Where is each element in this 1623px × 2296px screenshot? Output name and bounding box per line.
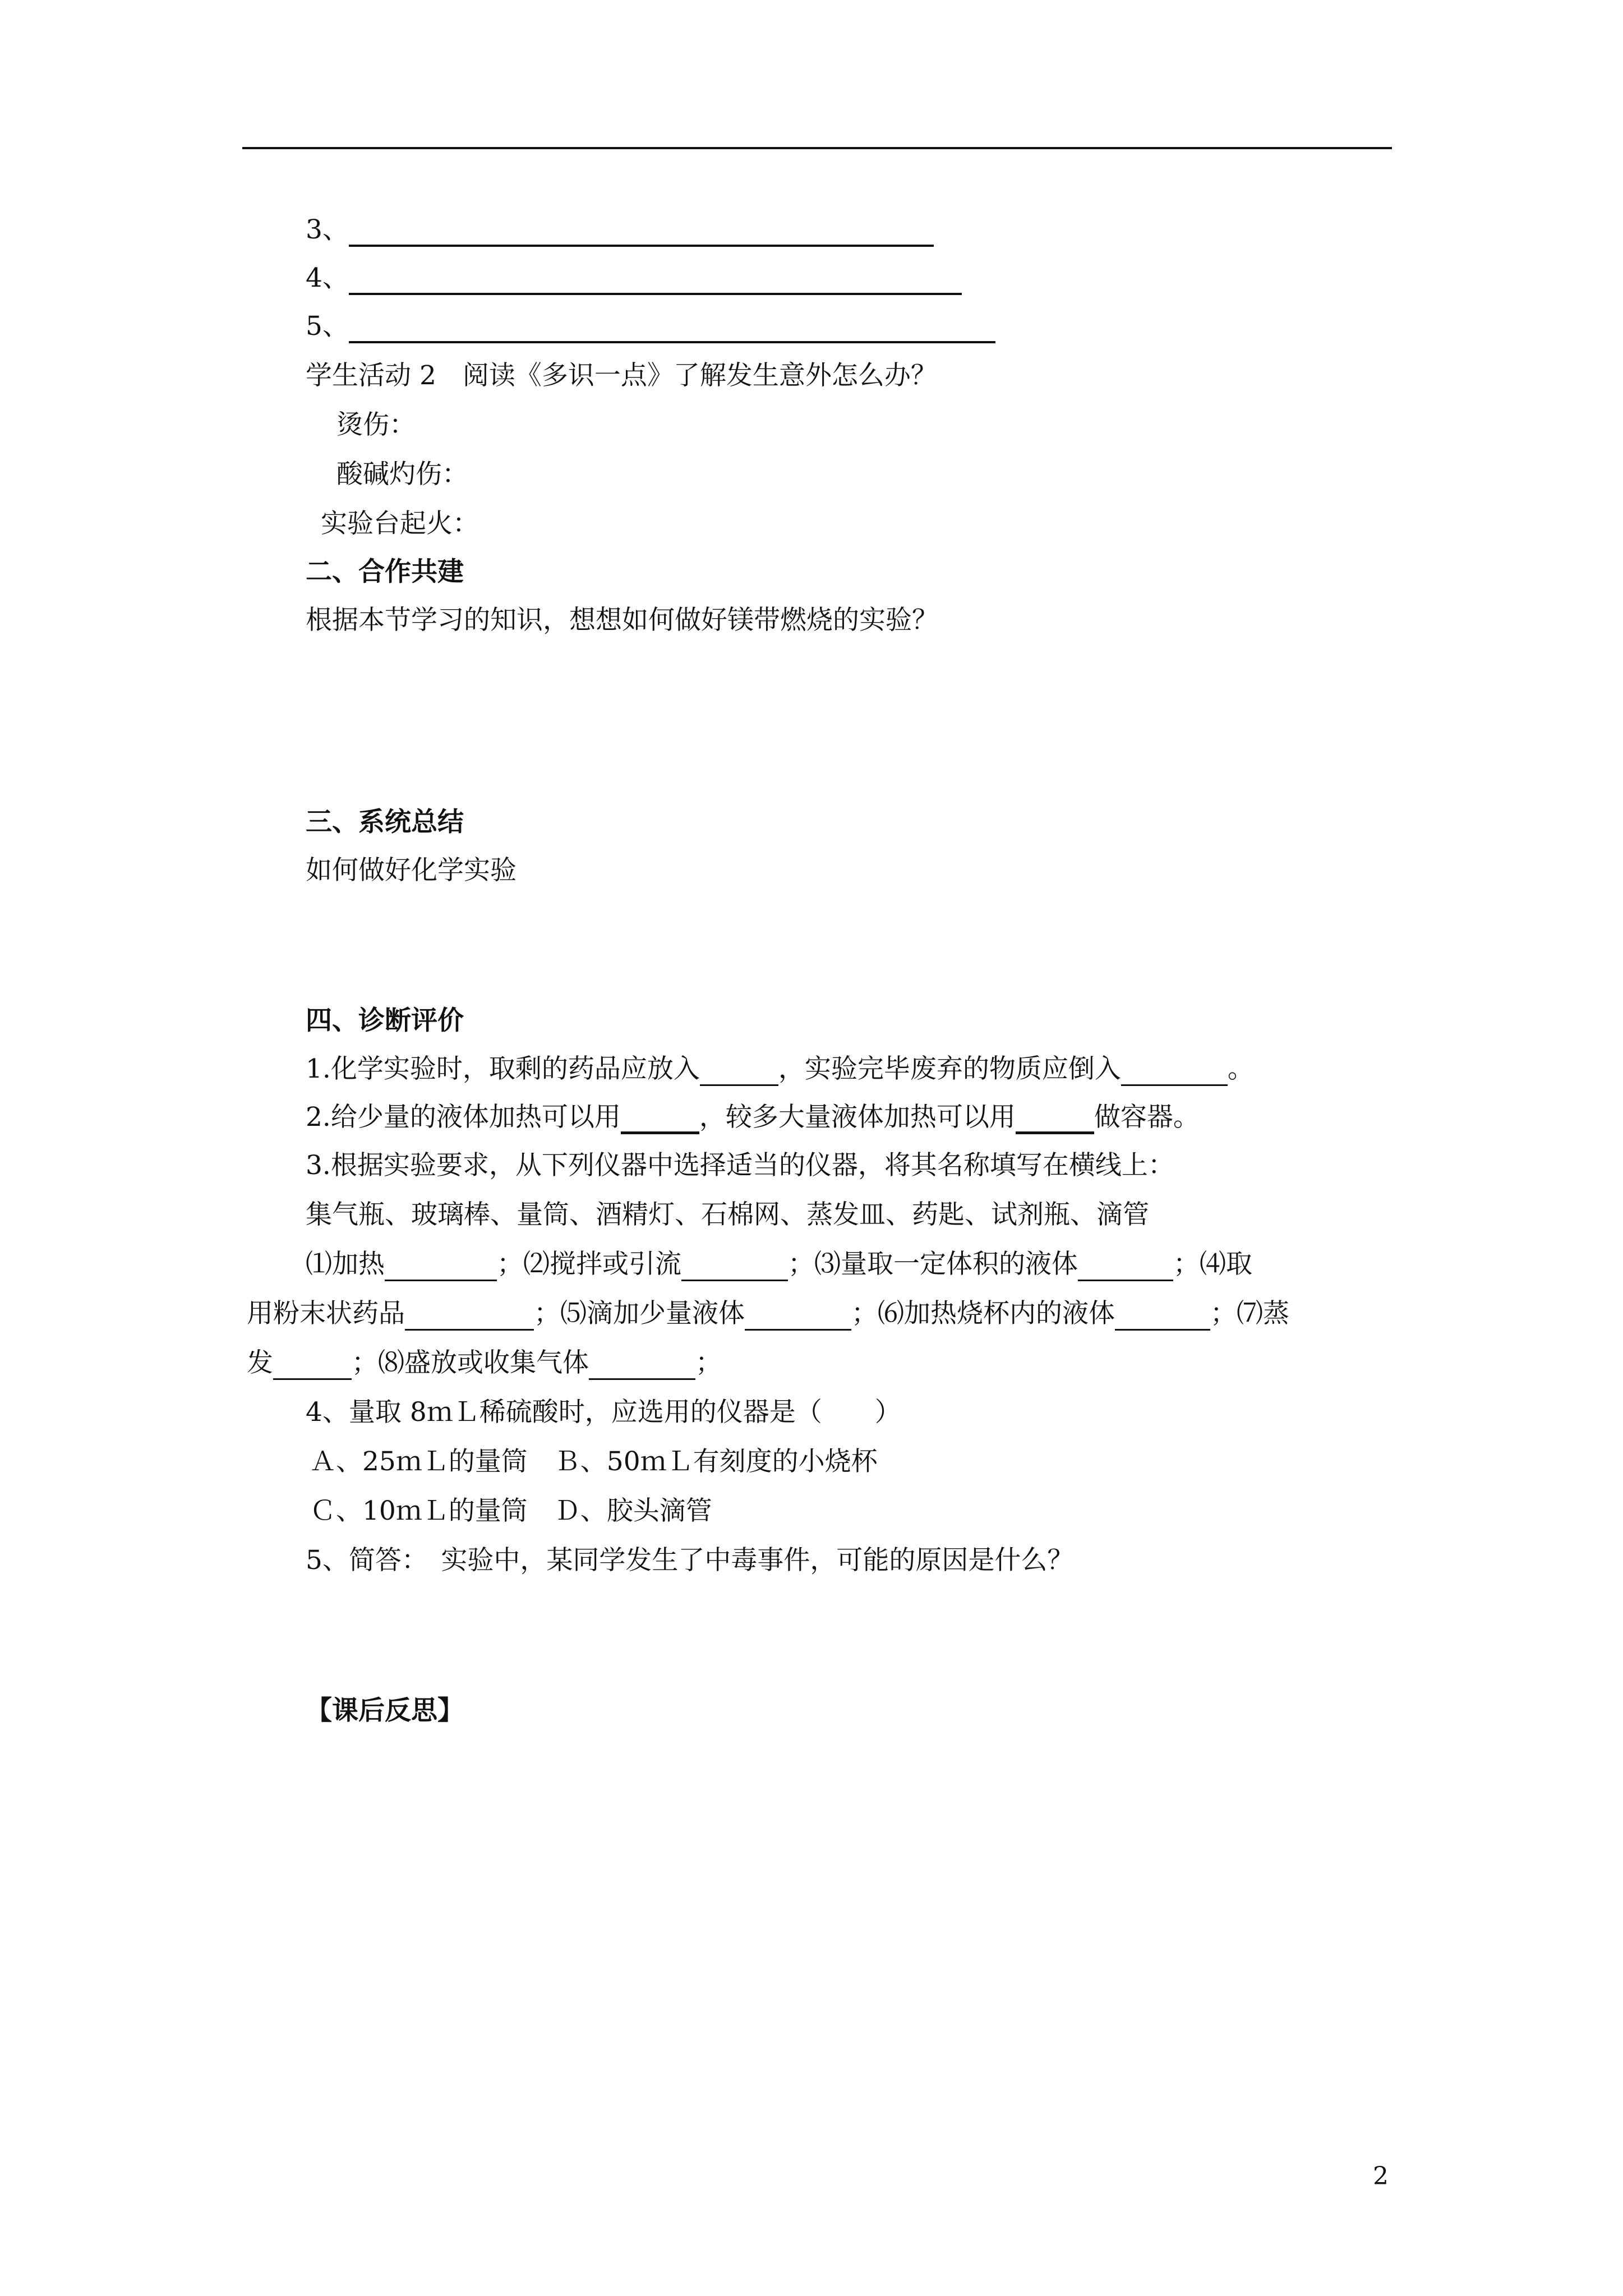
question-1-blank-1[interactable] <box>700 1060 778 1086</box>
question-1 <box>306 1052 1254 1086</box>
question-4-options-ab: Ａ、25ｍＬ的量筒 Ｂ、50ｍＬ有刻度的小烧杯 <box>310 1446 878 1477</box>
q3-measure-label: ；⑶量取一定体积的液体 <box>788 1249 1078 1280</box>
question-3-instrument-list: 集气瓶、玻璃棒、量筒、酒精灯、石棉网、蒸发皿、药匙、试剂瓶、滴管 <box>306 1199 1149 1230</box>
question-3-line-1 <box>306 1248 1252 1281</box>
activity2-acid-base: 酸碱灼伤： <box>336 459 468 490</box>
header-rule <box>242 147 1392 149</box>
item-4-answer-line[interactable] <box>349 265 962 295</box>
question-5: 5、简答： 实验中，某同学发生了中毒事件，可能的原因是什么？ <box>306 1545 1074 1576</box>
section3-text: 如何做好化学实验 <box>306 855 517 886</box>
item-5 <box>306 310 995 343</box>
section2-heading: 二、合作共建 <box>306 556 464 587</box>
q3-gas-label: ；⑻盛放或收集气体 <box>352 1347 589 1378</box>
question-1-text-a: 1.化学实验时，取剩的药品应放入 <box>306 1053 700 1084</box>
activity2-title: 学生活动 2 阅读《多识一点》了解发生意外怎么办？ <box>306 360 937 391</box>
question-2-text-a: 2.给少量的液体加热可以用 <box>306 1102 621 1133</box>
question-1-blank-2[interactable] <box>1121 1060 1228 1086</box>
reflection-heading: 【课后反思】 <box>306 1695 464 1726</box>
q3-powder-blank[interactable] <box>405 1304 534 1331</box>
question-4: 4、量取 8ｍＬ稀硫酸时，应选用的仪器是（ ） <box>306 1397 901 1428</box>
section2-question: 根据本节学习的知识，想想如何做好镁带燃烧的实验？ <box>306 605 938 636</box>
q3-heat-label: ⑴加热 <box>306 1249 385 1280</box>
q3-beaker-blank[interactable] <box>1115 1304 1210 1331</box>
item-3 <box>306 213 934 247</box>
question-1-text-c: 。 <box>1227 1053 1254 1084</box>
q3-drip-blank[interactable] <box>745 1304 851 1331</box>
q3-drip-label: ；⑸滴加少量液体 <box>534 1298 745 1329</box>
activity2-fire: 实验台起火： <box>321 508 479 539</box>
q3-gas-end: ； <box>695 1347 722 1378</box>
page-number: 2 <box>1373 2162 1389 2191</box>
question-2-blank-1[interactable] <box>621 1107 699 1134</box>
q3-heat-blank[interactable] <box>385 1255 497 1281</box>
q3-stir-blank[interactable] <box>681 1255 788 1281</box>
q3-powder-label: 用粉末状药品 <box>247 1298 405 1329</box>
question-2-text-b: ，较多大量液体加热可以用 <box>699 1102 1016 1133</box>
q3-measure-blank[interactable] <box>1078 1255 1173 1281</box>
question-3-line-2 <box>247 1297 1289 1331</box>
q3-evaporate-blank[interactable] <box>273 1354 352 1380</box>
question-1-text-b: ，实验完毕废弃的物质应倒入 <box>778 1053 1121 1084</box>
section4-heading: 四、诊断评价 <box>306 1005 464 1036</box>
question-2-blank-2[interactable] <box>1016 1107 1094 1134</box>
q3-gas-blank[interactable] <box>589 1354 695 1380</box>
question-2 <box>306 1101 1200 1134</box>
q3-evaporate-label-end: 发 <box>247 1347 273 1378</box>
question-3: 3.根据实验要求，从下列仪器中选择适当的仪器，将其名称填写在横线上： <box>306 1150 1174 1181</box>
q3-beaker-label: ；⑹加热烧杯内的液体 <box>851 1298 1115 1329</box>
q3-stir-label: ；⑵搅拌或引流 <box>497 1249 681 1280</box>
q3-evaporate-label: ；⑺蒸 <box>1210 1298 1289 1329</box>
q3-take-label: ；⑷取 <box>1173 1249 1252 1280</box>
question-4-options-cd: Ｃ、10ｍＬ的量筒 Ｄ、胶头滴管 <box>310 1496 712 1526</box>
item-5-number: 5、 <box>306 311 349 342</box>
item-3-number: 3、 <box>306 214 349 245</box>
item-4 <box>306 261 962 295</box>
item-5-answer-line[interactable] <box>349 313 995 343</box>
question-2-text-c: 做容器。 <box>1094 1102 1200 1133</box>
question-3-line-3 <box>247 1346 722 1380</box>
section3-heading: 三、系统总结 <box>306 807 464 838</box>
item-3-answer-line[interactable] <box>349 217 934 247</box>
activity2-burn: 烫伤： <box>336 409 416 440</box>
item-4-number: 4、 <box>306 263 349 293</box>
